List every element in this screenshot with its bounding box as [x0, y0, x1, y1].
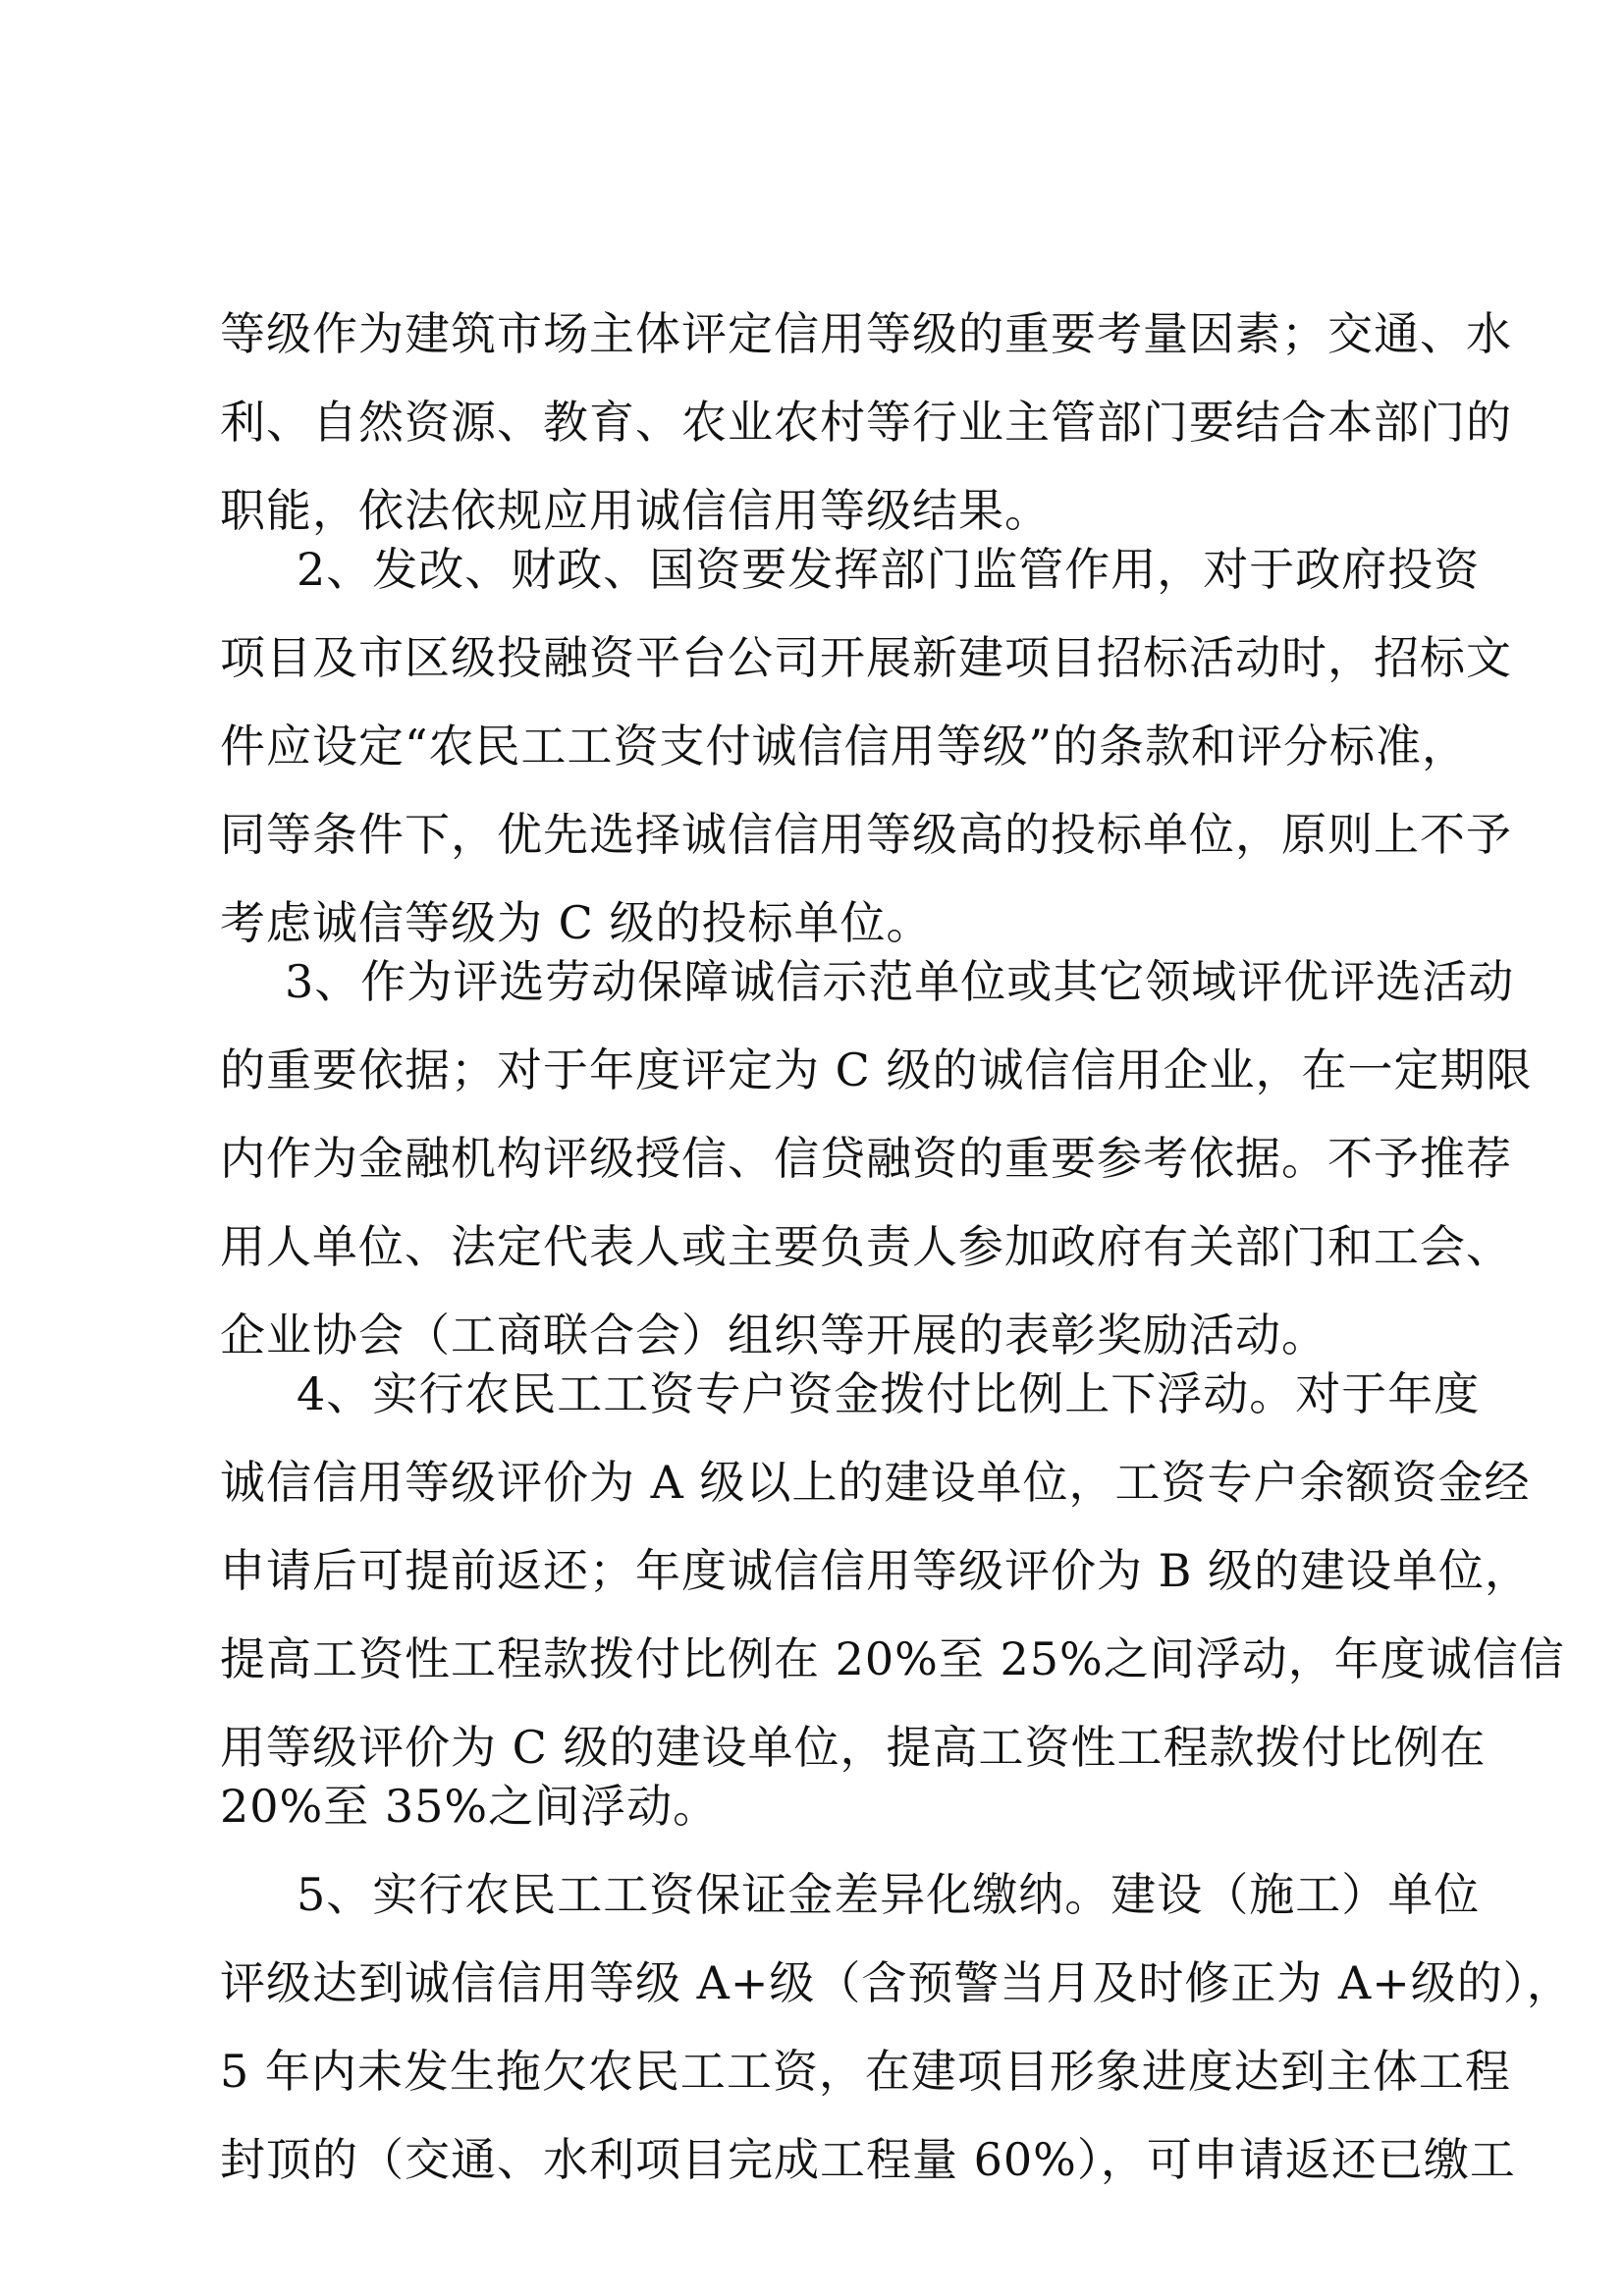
text-line: 提高工资性工程款拨付比例在 20%至 25%之间浮动，年度诚信信: [220, 1632, 1565, 1685]
paragraph-2-first-line: 2、发改、财政、国资要发挥部门监管作用，对于政府投资: [297, 543, 1481, 596]
text-line: 用等级评价为 C 级的建设单位，提高工资性工程款拨付比例在: [220, 1721, 1487, 1774]
text-line: 5 年内未发生拖欠农民工工资，在建项目形象进度达到主体工程: [220, 2045, 1511, 2098]
text-line: 件应设定“农民工工资支付诚信信用等级”的条款和评分标准，: [220, 720, 1469, 773]
text-line: 的重要依据；对于年度评定为 C 级的诚信信用企业，在一定期限: [220, 1043, 1533, 1096]
paragraph-3-first-line: 3、作为评选劳动保障诚信示范单位或其它领域评优评选活动: [285, 955, 1515, 1008]
text-line: 同等条件下，优先选择诚信信用等级高的投标单位，原则上不予: [220, 808, 1512, 861]
text-line: 20%至 35%之间浮动。: [220, 1780, 720, 1833]
text-line: 等级作为建筑市场主体评定信用等级的重要考量因素；交通、水: [220, 307, 1512, 360]
text-line: 诚信信用等级评价为 A 级以上的建设单位，工资专户余额资金经: [220, 1456, 1531, 1509]
text-line: 职能，依法依规应用诚信信用等级结果。: [220, 484, 1051, 537]
text-line: 企业协会（工商联合会）组织等开展的表彰奖励活动。: [220, 1308, 1327, 1362]
text-line: 内作为金融机构评级授信、信贷融资的重要参考依据。不予推荐: [220, 1132, 1512, 1185]
paragraph-4-first-line: 4、实行农民工工资专户资金拨付比例上下浮动。对于年度: [297, 1367, 1481, 1420]
text-line: 评级达到诚信信用等级 A+级（含预警当月及时修正为 A+级的），: [220, 1956, 1573, 2009]
text-line: 考虑诚信等级为 C 级的投标单位。: [220, 896, 933, 949]
paragraph-5-first-line: 5、实行农民工工资保证金差异化缴纳。建设（施工）单位: [297, 1868, 1481, 1921]
text-line: 封顶的（交通、水利项目完成工程量 60%），可申请返还已缴工: [220, 2133, 1516, 2186]
text-line: 项目及市区级投融资平台公司开展新建项目招标活动时，招标文: [220, 631, 1512, 684]
text-line: 利、自然资源、教育、农业农村等行业主管部门要结合本部门的: [220, 396, 1512, 449]
text-line: 申请后可提前返还；年度诚信信用等级评价为 B 级的建设单位，: [220, 1544, 1532, 1597]
text-line: 用人单位、法定代表人或主要负责人参加政府有关部门和工会、: [220, 1220, 1512, 1273]
